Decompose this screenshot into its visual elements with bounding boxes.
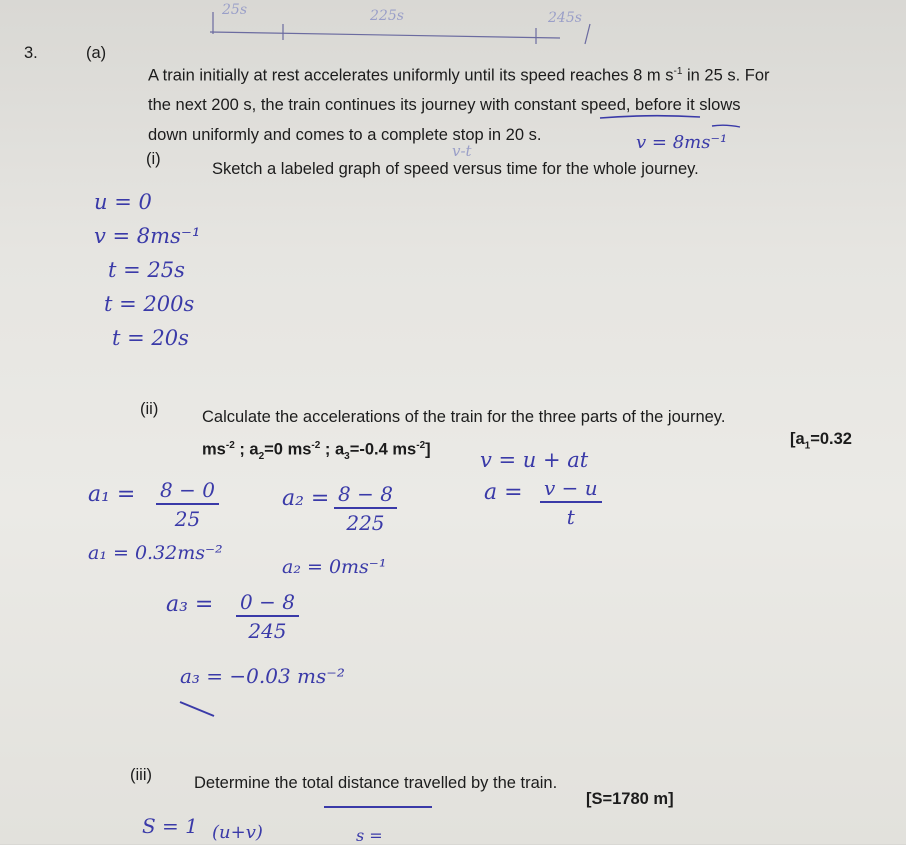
sub-i-text: Sketch a labeled graph of speed versus time for the whole journey. bbox=[212, 160, 699, 178]
hand-s-right: s = bbox=[356, 826, 383, 845]
part-a-label: (a) bbox=[86, 44, 107, 62]
hand-formula-a-numerator: v − u bbox=[540, 476, 602, 503]
hand-a1-fraction bbox=[156, 478, 219, 531]
hand-a1-numerator: 8 − 0 bbox=[156, 478, 219, 505]
sketch-label-245s: 245s bbox=[548, 10, 582, 26]
sub-i-label: (i) bbox=[146, 150, 161, 168]
hand-formula-a-denominator: t bbox=[566, 505, 575, 529]
hand-a2-denominator: 225 bbox=[346, 511, 385, 535]
hand-a3-denominator: 245 bbox=[248, 619, 287, 643]
hand-a3-lhs: a₃ = bbox=[166, 592, 214, 617]
question-number: 3. bbox=[24, 44, 38, 62]
hand-s-start: S = 1 bbox=[142, 814, 198, 838]
hand-t1: t = 25s bbox=[108, 258, 185, 282]
hand-t2: t = 200s bbox=[104, 292, 195, 316]
hand-a1-lhs: a₁ = bbox=[88, 482, 136, 507]
hand-a2-fraction bbox=[334, 482, 397, 535]
hand-formula-a-lhs: a = bbox=[484, 480, 523, 505]
hand-v: v = 8ms⁻¹ bbox=[94, 224, 201, 248]
question-line-3: down uniformly and comes to a complete stop in 20 s. bbox=[148, 126, 542, 144]
hand-v-given: v = 8ms⁻¹ bbox=[636, 132, 728, 153]
question-line-1: A train initially at rest accelerates uniformly until its speed reaches 8 m $s^{-1}$ in 25 s. For bbox=[148, 66, 770, 85]
sub-iii-label: (iii) bbox=[130, 766, 152, 784]
hand-t3: t = 20s bbox=[112, 326, 189, 350]
hand-s-tail: (u+v) bbox=[212, 822, 263, 843]
hand-a1-result: a₁ = 0.32ms⁻² bbox=[88, 542, 223, 564]
hand-a2-result: a₂ = 0ms⁻¹ bbox=[282, 556, 387, 578]
question-line-2: the next 200 s, the train continues its journey with constant speed, before it slows bbox=[148, 96, 741, 114]
sketch-label-25s: 25s bbox=[222, 2, 247, 18]
sub-iii-answer: [S=1780 m] bbox=[586, 790, 674, 808]
sub-ii-answer-line-2: $ms^{-2}$ ; $a_2=0$ $ms^{-2}$ ; $a_3=-0.4$ $ms^{-2}$] bbox=[202, 440, 431, 462]
sub-ii-answer-a1: [$a_1=0.32$ bbox=[790, 430, 852, 452]
hand-formula-a-fraction bbox=[540, 476, 602, 529]
sub-ii-text: Calculate the accelerations of the train for the three parts of the journey. bbox=[202, 408, 726, 426]
hand-underline-total-distance bbox=[324, 806, 432, 808]
hand-a2-lhs: a₂ = bbox=[282, 486, 330, 511]
hand-vt-faint: v-t bbox=[452, 142, 472, 160]
sub-iii-text: Determine the total distance travelled by the train. bbox=[194, 774, 558, 792]
sketch-label-225s: 225s bbox=[370, 8, 404, 24]
hand-u: u = 0 bbox=[94, 190, 152, 214]
hand-a1-denominator: 25 bbox=[174, 507, 201, 531]
sub-ii-label: (ii) bbox=[140, 400, 159, 418]
hand-a3-fraction bbox=[236, 590, 299, 643]
hand-formula-v: v = u + at bbox=[480, 448, 589, 472]
hand-a3-numerator: 0 − 8 bbox=[236, 590, 299, 617]
hand-a2-numerator: 8 − 8 bbox=[334, 482, 397, 509]
hand-a3-result: a₃ = −0.03 ms⁻² bbox=[180, 664, 345, 688]
